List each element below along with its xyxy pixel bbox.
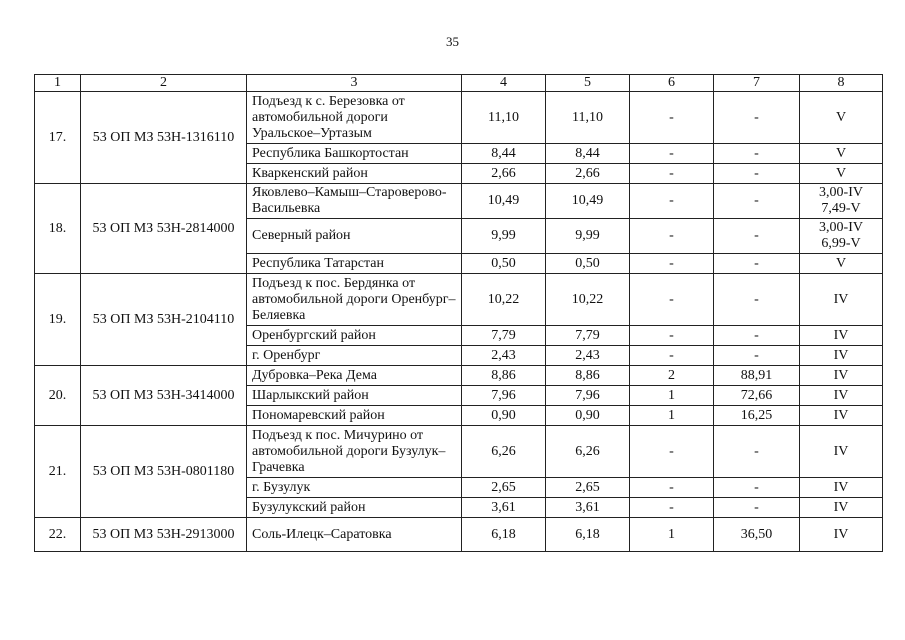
table-row	[35, 92, 883, 144]
page-number: 35	[446, 34, 459, 49]
category-line: V	[835, 109, 847, 125]
road-name: Подъезд к пос. Бердянка от автомобильной дороги Оренбург–Беляевка	[247, 274, 462, 326]
category-line: IV	[833, 479, 849, 495]
road-category	[800, 498, 883, 518]
length-value: 6,18	[546, 518, 630, 552]
header-row	[35, 75, 883, 92]
bridge-count: -	[630, 498, 714, 518]
road-name: Республика Башкортостан	[247, 144, 462, 164]
length-total: 9,99	[462, 219, 546, 254]
length-total: 2,66	[462, 164, 546, 184]
category-line: IV	[833, 407, 849, 423]
bridge-length: -	[714, 326, 800, 346]
column-header: 8	[800, 75, 883, 92]
bridge-count: -	[630, 346, 714, 366]
category-line: V	[835, 255, 847, 271]
length-value: 8,86	[546, 366, 630, 386]
bridge-length: -	[714, 144, 800, 164]
road-code: 53 ОП МЗ 53Н-2104110	[81, 274, 247, 366]
road-category	[800, 219, 883, 254]
row-number: 19.	[35, 274, 81, 366]
column-header: 4	[462, 75, 546, 92]
column-header: 2	[81, 75, 247, 92]
length-value: 2,66	[546, 164, 630, 184]
road-category	[800, 426, 883, 478]
bridge-length: -	[714, 254, 800, 274]
bridge-length: -	[714, 184, 800, 219]
category-line: 7,49-V	[821, 201, 861, 216]
bridge-count: -	[630, 254, 714, 274]
row-number: 22.	[35, 518, 81, 552]
length-total: 0,90	[462, 406, 546, 426]
length-value: 9,99	[546, 219, 630, 254]
table-body	[35, 92, 883, 552]
column-header: 3	[247, 75, 462, 92]
column-header: 6	[630, 75, 714, 92]
length-total: 6,26	[462, 426, 546, 478]
length-value: 11,10	[546, 92, 630, 144]
road-name: Соль-Илецк–Саратовка	[247, 518, 462, 552]
road-category	[800, 478, 883, 498]
category-line: IV	[833, 443, 849, 459]
bridge-count: 1	[630, 406, 714, 426]
bridge-length: -	[714, 164, 800, 184]
road-category	[800, 274, 883, 326]
road-code: 53 ОП МЗ 53Н-2913000	[81, 518, 247, 552]
category-line: V	[835, 145, 847, 161]
length-total: 0,50	[462, 254, 546, 274]
bridge-length: 16,25	[714, 406, 800, 426]
row-number: 20.	[35, 366, 81, 426]
length-total: 8,86	[462, 366, 546, 386]
road-name: Пономаревский район	[247, 406, 462, 426]
length-value: 7,96	[546, 386, 630, 406]
road-name: Дубровка–Река Дема	[247, 366, 462, 386]
category-line: IV	[833, 347, 849, 363]
length-value: 2,43	[546, 346, 630, 366]
category-line: 6,99-V	[821, 236, 861, 251]
column-header: 7	[714, 75, 800, 92]
category-line: IV	[833, 499, 849, 515]
road-category	[800, 92, 883, 144]
road-name: Яковлево–Камыш–Староверово-Васильевка	[247, 184, 462, 219]
bridge-count: -	[630, 426, 714, 478]
road-category	[800, 254, 883, 274]
length-value: 8,44	[546, 144, 630, 164]
road-category	[800, 346, 883, 366]
row-number: 18.	[35, 184, 81, 274]
table-row	[35, 274, 883, 326]
length-total: 10,49	[462, 184, 546, 219]
length-value: 0,50	[546, 254, 630, 274]
length-total: 2,65	[462, 478, 546, 498]
road-name: Северный район	[247, 219, 462, 254]
road-name: Подъезд к пос. Мичурино от автомобильной дороги Бузулук–Грачевка	[247, 426, 462, 478]
road-code: 53 ОП МЗ 53Н-1316110	[81, 92, 247, 184]
category-line: IV	[833, 387, 849, 403]
category-line: IV	[833, 327, 849, 343]
road-name: Республика Татарстан	[247, 254, 462, 274]
length-value: 10,49	[546, 184, 630, 219]
category-line: IV	[833, 526, 849, 542]
table-row	[35, 184, 883, 219]
length-value: 3,61	[546, 498, 630, 518]
table-row	[35, 518, 883, 552]
length-total: 7,96	[462, 386, 546, 406]
bridge-count: -	[630, 219, 714, 254]
bridge-length: -	[714, 219, 800, 254]
road-name: Кваркенский район	[247, 164, 462, 184]
column-header: 5	[546, 75, 630, 92]
column-header: 1	[35, 75, 81, 92]
bridge-count: 1	[630, 386, 714, 406]
bridge-count: -	[630, 478, 714, 498]
length-value: 2,65	[546, 478, 630, 498]
road-category	[800, 518, 883, 552]
road-code: 53 ОП МЗ 53Н-0801180	[81, 426, 247, 518]
bridge-count: -	[630, 164, 714, 184]
road-name: Оренбургский район	[247, 326, 462, 346]
length-total: 11,10	[462, 92, 546, 144]
bridge-length: 88,91	[714, 366, 800, 386]
length-total: 2,43	[462, 346, 546, 366]
road-name: Бузулукский район	[247, 498, 462, 518]
road-category	[800, 406, 883, 426]
length-value: 7,79	[546, 326, 630, 346]
bridge-length: 36,50	[714, 518, 800, 552]
length-value: 10,22	[546, 274, 630, 326]
bridge-count: -	[630, 326, 714, 346]
road-category	[800, 366, 883, 386]
table-row	[35, 426, 883, 478]
road-code: 53 ОП МЗ 53Н-3414000	[81, 366, 247, 426]
length-total: 7,79	[462, 326, 546, 346]
length-total: 10,22	[462, 274, 546, 326]
road-category	[800, 144, 883, 164]
road-code: 53 ОП МЗ 53Н-2814000	[81, 184, 247, 274]
bridge-length: -	[714, 92, 800, 144]
category-line: IV	[833, 367, 849, 383]
length-value: 0,90	[546, 406, 630, 426]
length-total: 3,61	[462, 498, 546, 518]
row-number: 21.	[35, 426, 81, 518]
row-number: 17.	[35, 92, 81, 184]
bridge-length: -	[714, 346, 800, 366]
category-line: V	[835, 165, 847, 181]
road-name: Шарлыкский район	[247, 386, 462, 406]
road-category	[800, 164, 883, 184]
bridge-length: -	[714, 426, 800, 478]
bridge-length: -	[714, 274, 800, 326]
bridge-count: -	[630, 144, 714, 164]
road-name: г. Оренбург	[247, 346, 462, 366]
road-category	[800, 386, 883, 406]
road-category	[800, 326, 883, 346]
roads-table	[34, 74, 883, 552]
bridge-count: -	[630, 184, 714, 219]
length-total: 8,44	[462, 144, 546, 164]
road-category	[800, 184, 883, 219]
bridge-count: -	[630, 274, 714, 326]
bridge-length: -	[714, 478, 800, 498]
table-row	[35, 366, 883, 386]
road-name: Подъезд к с. Березовка от автомобильной дороги Уральское–Уртазым	[247, 92, 462, 144]
bridge-length: 72,66	[714, 386, 800, 406]
category-line: 3,00-IV	[819, 185, 863, 200]
bridge-count: 1	[630, 518, 714, 552]
bridge-length: -	[714, 498, 800, 518]
length-total: 6,18	[462, 518, 546, 552]
category-line: 3,00-IV	[819, 220, 863, 235]
category-line: IV	[833, 291, 849, 307]
road-name: г. Бузулук	[247, 478, 462, 498]
bridge-count: 2	[630, 366, 714, 386]
length-value: 6,26	[546, 426, 630, 478]
bridge-count: -	[630, 92, 714, 144]
